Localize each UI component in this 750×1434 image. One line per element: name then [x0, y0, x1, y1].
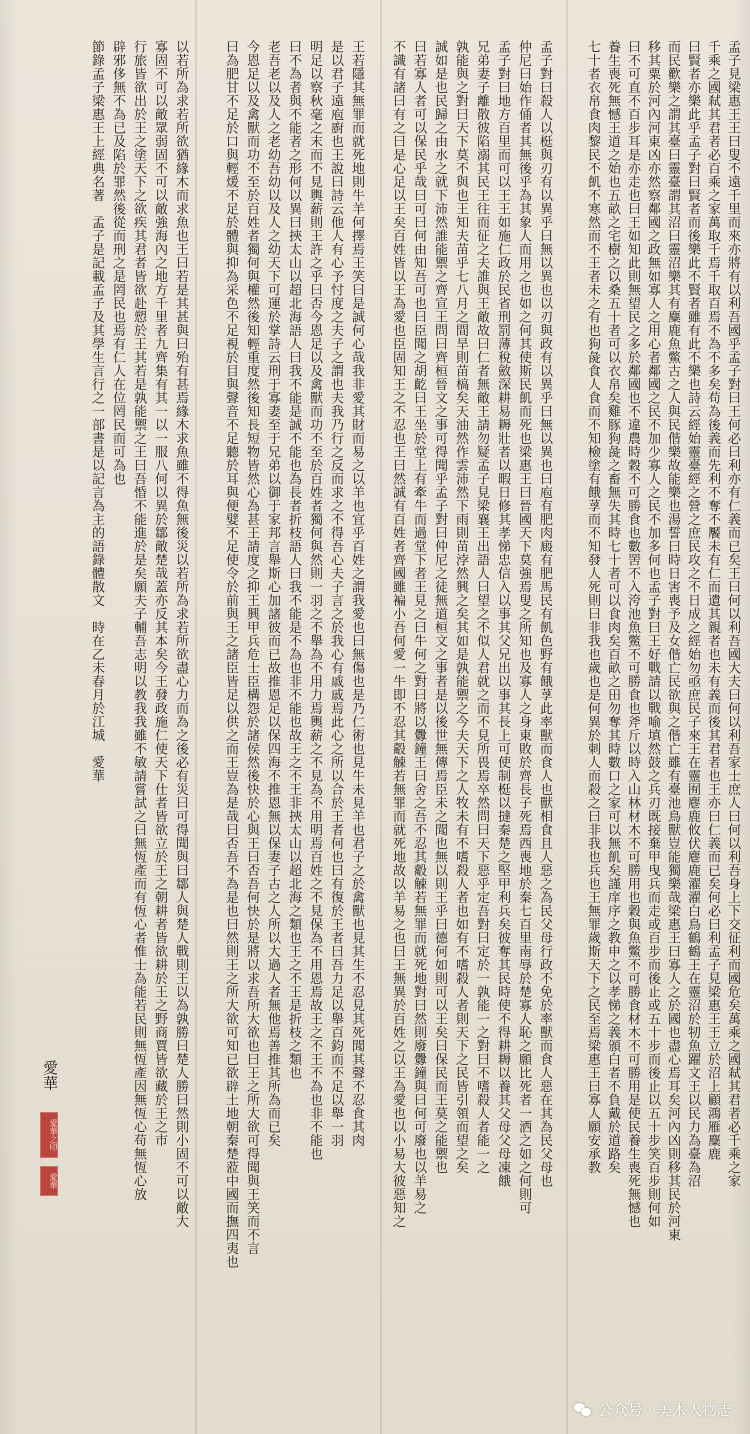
text-column: 千乘之國弒其君者必百乘之家萬取千焉千取百焉不為不多矣苟為後義而先利不奪不饜未有仁而遺其親者也未有義而後其君者也王亦曰仁義而已矣何必曰利孟子見梁惠王王立於沼上顧鴻雁麋鹿	[705, 40, 720, 1161]
text-column: 兄弟妻子離散彼陷溺其民王往而征之夫誰與王敵故曰仁者無敵王請勿疑孟子見梁襄王出語人曰望之不似人君就之而不見所畏焉卒然問曰天下惡乎定吾對曰定於一孰能一之對曰不嗜殺人者能一之	[474, 40, 489, 1174]
text-column: 王若隱其無罪而就死地則牛羊何擇焉王笑曰是誠何心哉我非愛其財而易之以羊也宜乎百姓之謂我愛也曰無傷也是乃仁術也見牛未見羊也君子之於禽獸也見其生不忍見其死聞其聲不忍食其肉	[349, 40, 364, 1147]
text-column: 曰賢者亦樂此乎孟子對曰賢者而後樂此不賢者雖有此不樂也詩云經始靈臺經之營之庶民攻之不日成之經始勿亟庶民子來王在靈囿麀鹿攸伏麀鹿濯濯白鳥鶴鶴王在靈沼於牣魚躍文王以民力為臺為沼	[685, 40, 700, 1188]
text-column: 曰為肥甘不足於口與輕煖不足於體與抑為采色不足視於目與聲音不足聽於耳與便嬖不足使令於前與王之諸臣皆足以供之而王豈為是哉曰否吾不為是也曰然則王之所大欲可知已欲辟土地朝秦楚蒞中國而撫四夷也	[223, 40, 238, 1269]
text-column: 養生喪死無憾王道之始也五畝之宅樹之以桑五十者可以衣帛矣雞豚狗彘之畜無失其時七十者可以食肉矣百畝之田勿奪其時數口之家可以無飢矣謹庠序之教申之以孝悌之義頒白者不負戴於道路矣	[605, 40, 620, 1174]
text-column: 誠如是也民歸之由水之就下沛然誰能禦之齊宣王問曰齊桓晉文之事可得聞乎孟子對曰仲尼之徒無道桓文之事者是以後世無傳焉臣未之聞也無以則王乎曰德何如則可以王矣曰保民而王莫之能禦也	[432, 40, 447, 1174]
text-column: 是以君子遠庖廚也王說曰詩云他人有心予忖度之夫子之謂也夫我乃行之反而求之不得吾心夫子言之於我心有戚戚焉此心之所以合於王者何也曰有復於王者曰吾力足以舉百鈞而不足以舉一羽	[328, 40, 343, 1147]
text-column: 以若所為求若所欲猶緣木而求魚也王曰若是其甚與曰殆有甚焉緣木求魚雖不得魚無後災以若所為求若所欲盡心力而為之後必有災曰可得聞與曰鄒人與楚人戰則王以為孰勝曰楚人勝曰然則小固不可以敵大	[173, 40, 188, 1228]
panel-seam	[195, 0, 197, 1434]
wechat-icon	[574, 1403, 592, 1417]
text-column: 孟子對曰殺人以梃與刃有以異乎曰無以異也以刃與政有以異乎曰無以異也曰庖有肥肉廄有肥馬民有飢色野有餓莩此率獸而食人也獸相食且人惡之為民父母行政不免於率獸而食人惡在其為民父母也	[537, 40, 552, 1188]
text-column: 而民歡樂之謂其臺曰靈臺謂其沼曰靈沼樂其有麋鹿魚鱉古之人與民偕樂故能樂也湯誓曰時日害喪予及女偕亡民欲與之偕亡雖有臺池鳥獸豈能獨樂哉梁惠王曰寡人之於國也盡心焉耳矣河內凶則移其民於河東	[665, 40, 680, 1242]
text-column: 孟子對曰地方百里而可以王王如施仁政於民省刑罰薄稅斂深耕易耨壯者以暇日修其孝悌忠信入以事其父兄出以事其長上可使制梃以撻秦楚之堅甲利兵矣彼奪其民時使不得耕耨以養其父母父母凍餓	[495, 40, 510, 1188]
artist-seal-1: 愛華之印	[40, 1112, 58, 1158]
text-column: 行旅皆欲出於王之塗天下之欲疾其君者皆欲赴愬於王其若是孰能禦之王曰吾惛不能進於是矣願夫子輔吾志明以教我我雖不敏請嘗試之曰無恆產而有恆心者惟士為能若民則無恆產因無恆心苟無恆心放	[131, 40, 146, 1201]
text-column: 孰能與之對曰天下莫不與也王知夫苗乎七八月之間旱則苗槁矣天油然作雲沛然下雨則苗浡然興之矣其如是孰能禦之今夫天下之人牧未有不嗜殺人者也如有不嗜殺人者則天下之民皆引領而望之矣	[453, 40, 468, 1174]
text-column: 辟邪侈無不為已及陷於罪然後從而刑之是罔民也焉有仁人在位罔民而可為也	[110, 40, 125, 486]
text-column: 老吾老以及人之老幼吾幼以及人之幼天下可運於掌詩云刑于寡妻至于兄弟以御于家邦言舉斯心加諸彼而已故推恩足以保四海不推恩無以保妻子古之人所以大過人者無他焉善推其所為而已矣	[265, 40, 280, 1147]
text-column: 曰不可直不百步耳是亦走也曰王如知此則無望民之多於鄰國也不違農時穀不可勝食也數罟不入洿池魚鱉不可勝食也斧斤以時入山林材木不可勝用也穀與魚鱉不可勝食材木不可勝用是使民養生喪死無憾也	[625, 40, 640, 1228]
panel-seam	[566, 0, 568, 1434]
panel-seam	[380, 0, 382, 1434]
text-column: 移其粟於河內河東凶亦然察鄰國之政無如寡人之用心者鄰國之民不加少寡人之民不加多何也孟子對曰王好戰請以戰喻填然鼓之兵刃既接棄甲曳兵而走或百步而後止或五十步而後止以五十步笑百步則何如	[645, 40, 660, 1228]
text-column: 今恩足以及禽獸而功不至於百姓者獨何與權然後知輕重度然後知長短物皆然心為甚王請度之抑王興甲兵危士臣構怨於諸侯然後快於心與王曰否吾何快於是將以求吾所大欲也曰王之所大欲可得聞與王笑而不言	[244, 40, 259, 1255]
watermark	[574, 1399, 732, 1420]
text-column: 七十者衣帛食肉黎民不飢不寒然而不王者未之有也狗彘食人食而不知檢塗有餓莩而不知發人死則曰非我也歲也是何異於刺人而殺之曰非我也兵也王無罪歲斯天下之民至焉梁惠王曰寡人願安承教	[585, 40, 600, 1174]
text-column: 不識有諸曰有之曰是心足以王矣百姓皆以王為愛也臣固知王之不忍也王曰然誠有百姓者齊國雖褊小吾何愛一牛即不忍其觳觫若無罪而就死地故以羊易之也曰王無異於百姓之以王為愛也以小易大彼惡知之	[390, 40, 405, 1228]
text-column: 曰若寡人者可以保民乎哉曰可曰何由知吾可也曰臣聞之胡齕曰王坐於堂上有牽牛而過堂下者王見之曰牛何之對曰將以釁鐘王曰舍之吾不忍其觳觫若無罪而就死地對曰然則廢釁鐘與曰何可廢也以羊易之	[411, 40, 426, 1215]
text-column: 仲尼曰始作俑者其無後乎為其象人而用之也如之何其使斯民飢而死也梁惠王曰晉國天下莫強焉叟之所知也及寡人之身東敗於齊長子死焉西喪地於秦七百里南辱於楚寡人恥之願比死者一洒之如之何則可	[516, 40, 531, 1215]
artist-seal-2: 愛華	[40, 1166, 58, 1196]
text-column: 明足以察秋毫之末而不見輿薪則王許之乎曰否今恩足以及禽獸而功不至於百姓者獨何與然則一羽之不舉為不用力焉輿薪之不見為不用明焉百姓之不見保為不用恩焉故王之不王不為也非不能也	[307, 40, 322, 1161]
colophon	[64, 150, 104, 1210]
text-column: 寡固不可以敵眾弱固不可以敵強海內之地方千里者九齊集有其一以一服八何以異於鄒敵楚哉蓋亦反其本矣今王發政施仁使天下仕者皆欲立於王之朝耕者皆欲耕於王之野商賈皆欲藏於王之市	[152, 40, 167, 1147]
text-column: 節錄孟子梁惠王上經典名著 孟子是記載孟子及其學生言行之一部書是以記言為主的語錄體散文 時在乙未春月於江城 愛華	[89, 40, 104, 783]
text-column: 孟子見梁惠王王曰叟不遠千里而來亦將有以利吾國乎孟子對曰王何必曰利亦有仁義而已矣王曰何以利吾國大夫曰何以利吾家士庶人曰何以利吾身上下交征利而國危矣萬乘之國弒其君者必千乘之家	[725, 40, 740, 1188]
artist-signature: 愛華	[41, 1060, 59, 1091]
text-column: 曰不為者與不能者之形何以異曰挾太山以超北海語人曰我不能是誠不能也為長者折枝語人曰我不能是不為也非不能也故王之不王非挾太山以超北海之類也王之不王是折枝之類也	[286, 40, 301, 1080]
watermark-text: 公众号 · 美术人物志	[597, 1401, 732, 1419]
